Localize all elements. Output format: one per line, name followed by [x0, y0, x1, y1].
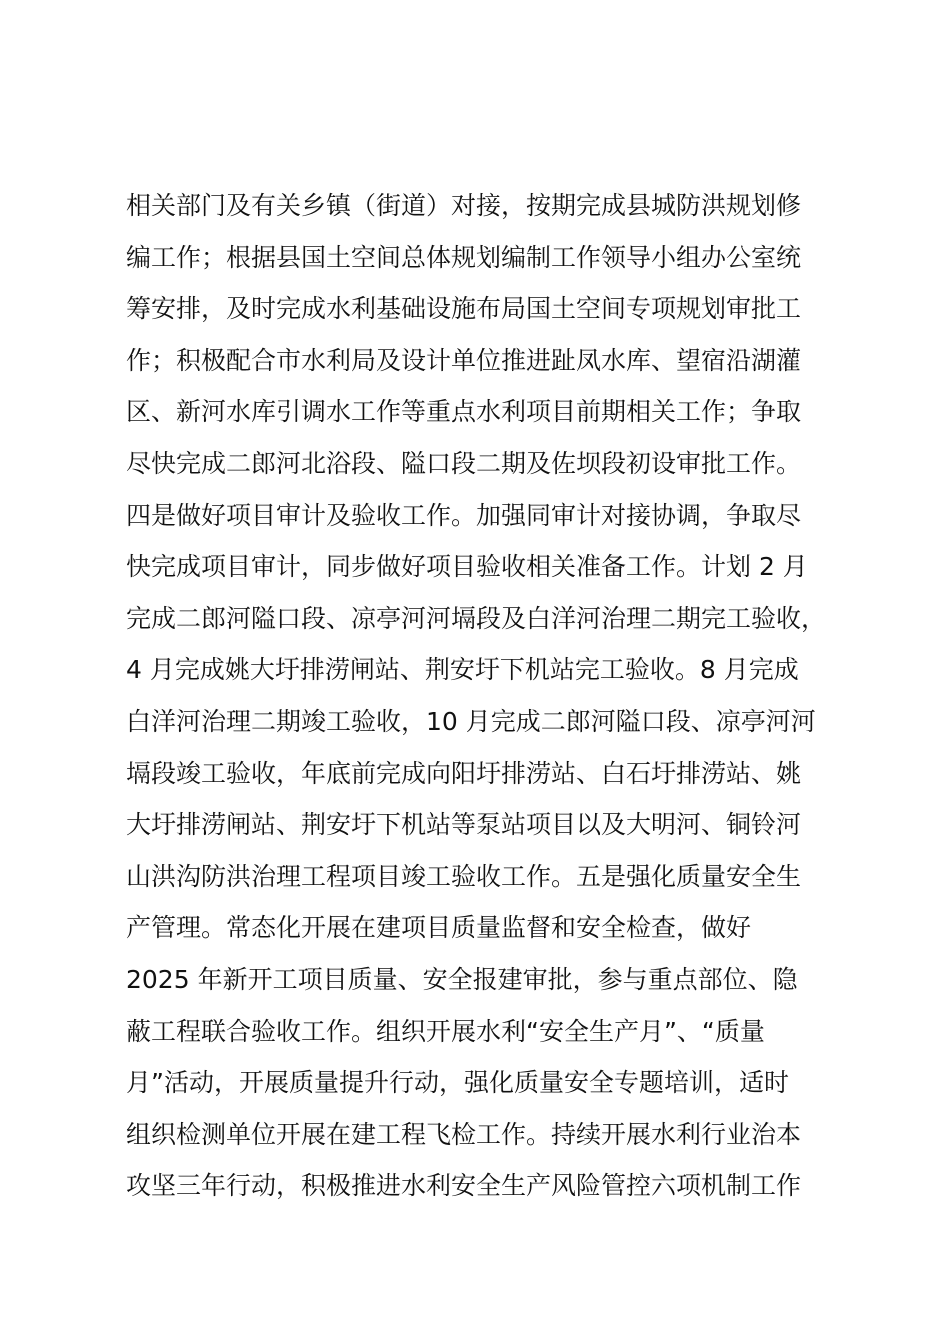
text-line: 尽快完成二郎河北浴段、隘口段二期及佐坝段初设审批工作。: [126, 448, 802, 478]
text-line: 大圩排涝闸站、荆安圩下机站等泵站项目以及大明河、铜铃河: [126, 810, 802, 840]
text-line: 区、新河水库引调水工作等重点水利项目前期相关工作；争取: [126, 397, 802, 427]
text-line: 2025 年新开工项目质量、安全报建审批，参与重点部位、隐: [126, 964, 798, 994]
text-line: 产管理。常态化开展在建项目质量监督和安全检查，做好: [126, 913, 752, 943]
text-line: 编工作；根据县国土空间总体规划编制工作领导小组办公室统: [126, 242, 802, 272]
text-line: 白洋河治理二期竣工验收，10 月完成二郎河隘口段、凉亭河河: [126, 706, 816, 736]
text-line: 完成二郎河隘口段、凉亭河河塥段及白洋河治理二期完工验收，: [126, 603, 827, 633]
text-line: 4 月完成姚大圩排涝闸站、荆安圩下机站完工验收。8 月完成: [126, 655, 799, 685]
text-line: 相关部门及有关乡镇（街道）对接，按期完成县城防洪规划修: [126, 191, 802, 220]
text-line: 山洪沟防洪治理工程项目竣工验收工作。五是强化质量安全生: [126, 861, 802, 891]
text-line: 月”活动，开展质量提升行动，强化质量安全专题培训，适时: [126, 1068, 789, 1098]
text-line: 攻坚三年行动，积极推进水利安全生产风险管控六项机制工作: [126, 1171, 802, 1201]
text-line: 筹安排，及时完成水利基础设施布局国土空间专项规划审批工: [126, 294, 802, 324]
text-line: 组织检测单位开展在建工程飞检工作。持续开展水利行业治本: [126, 1119, 802, 1149]
text-line: 四是做好项目审计及验收工作。加强同审计对接协调，争取尽: [126, 500, 802, 530]
text-line: 作；积极配合市水利局及设计单位推进趾凤水库、望宿沿湖灌: [126, 345, 802, 375]
text-line: 蔽工程联合验收工作。组织开展水利“安全生产月”、“质量: [126, 1016, 765, 1046]
body-text: [126, 180, 846, 1212]
text-line: 快完成项目审计，同步做好项目验收相关准备工作。计划 2 月: [126, 552, 808, 582]
text-line: 塥段竣工验收，年底前完成向阳圩排涝站、白石圩排涝站、姚: [126, 758, 802, 788]
